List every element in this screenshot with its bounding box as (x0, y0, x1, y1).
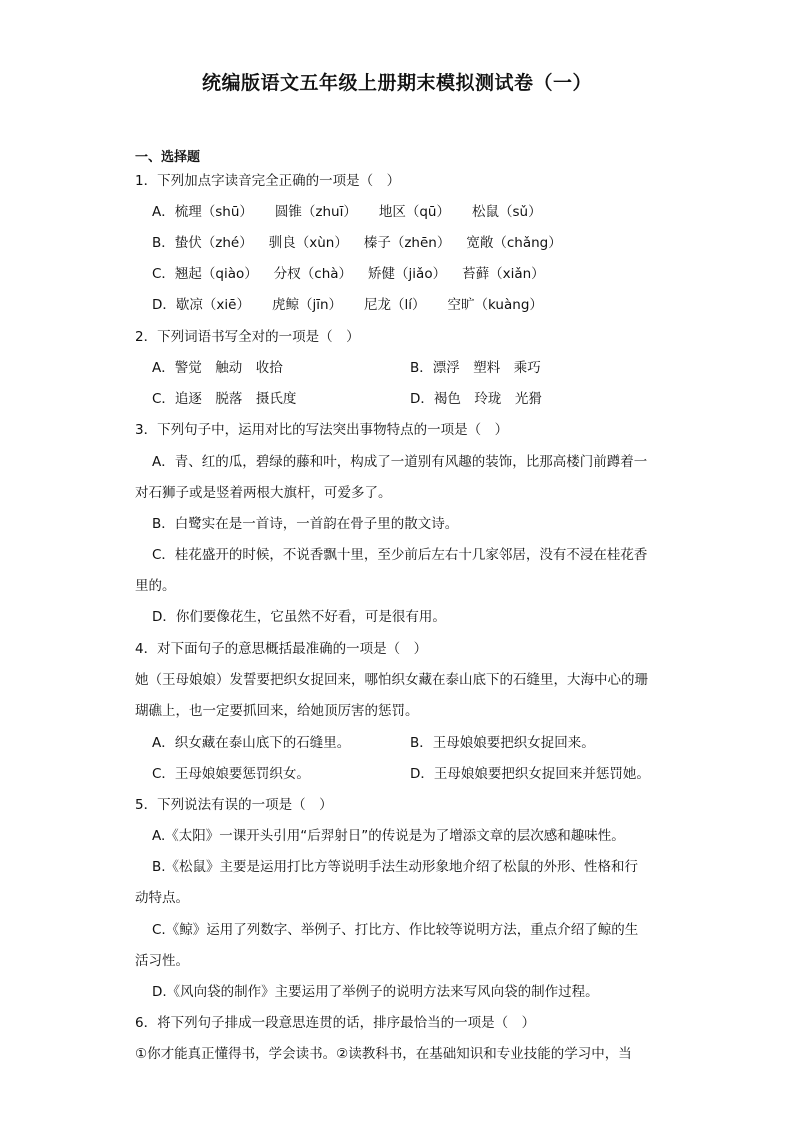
question-2-option-b: B．漂浮 塑料 乘巧 (410, 360, 541, 376)
option-text: 空旷（kuàng） (447, 297, 543, 313)
option-text: A．梳理（shū） (152, 204, 253, 220)
section-heading: 一、选择题 (135, 150, 201, 165)
question-5-option-b-line1: B.《松鼠》主要是运用打比方等说明手法生动形象地介绍了松鼠的外形、性格和行 (152, 859, 639, 875)
option-text: B．蛰伏（zhé） (152, 235, 253, 251)
question-3-option-c-line2: 里的。 (135, 578, 176, 594)
option-text: 地区（qū） (378, 204, 450, 220)
question-2-option-d: D．褐色 玲珑 光猾 (410, 391, 542, 407)
question-3-option-c-line1: C．桂花盛开的时候，不说香飘十里，至少前后左右十几家邻居，没有不浸在桂花香 (152, 547, 648, 563)
option-text: D．歇凉（xiē） (152, 297, 250, 313)
question-1-stem: 1．下列加点字读音完全正确的一项是（ ） (135, 173, 401, 189)
option-text: 分杈（chà） (273, 266, 353, 282)
question-4-passage-line2: 瑚礁上，也一定要抓回来，给她顶厉害的惩罚。 (135, 703, 419, 719)
question-6-passage-line1: ①你才能真正懂得书，学会读书。②读教科书，在基础知识和专业技能的学习中，当 (135, 1046, 632, 1062)
option-text: C．翘起（qiào） (152, 266, 258, 282)
question-4-option-c: C．王母娘娘要惩罚织女。 (152, 766, 310, 782)
question-4-stem: 4．对下面句子的意思概括最准确的一项是（ ） (135, 641, 428, 657)
option-text: 松鼠（sǔ） (471, 204, 542, 220)
question-1-option-c (152, 265, 561, 283)
question-2-option-a: A．警觉 触动 收拾 (152, 360, 283, 376)
question-1-option-d (152, 296, 565, 314)
question-4-option-a: A．织女藏在泰山底下的石缝里。 (152, 735, 351, 751)
option-text: 虎鲸（jīn） (271, 297, 343, 313)
question-2-option-c: C．追逐 脱落 摄氏度 (152, 391, 297, 407)
option-text: 尼龙（lí） (364, 297, 426, 313)
question-3-option-a-line2: 对石狮子或是竖着两根大旗杆，可爱多了。 (135, 485, 392, 501)
question-3-option-b: B．白鹭实在是一首诗，一首韵在骨子里的散文诗。 (152, 516, 459, 532)
question-3-option-d: D．你们要像花生，它虽然不好看，可是很有用。 (152, 609, 446, 625)
question-2-stem: 2．下列词语书写全对的一项是（ ） (135, 329, 360, 345)
question-5-option-c-line1: C.《鲸》运用了列数字、举例子、打比方、作比较等说明方法，重点介绍了鲸的生 (152, 922, 639, 938)
option-text: 苔藓（xiǎn） (462, 266, 545, 282)
question-5-option-b-line2: 动特点。 (135, 890, 189, 906)
question-4-option-b: B．王母娘娘要把织女捉回来。 (410, 735, 595, 751)
question-5-stem: 5．下列说法有误的一项是（ ） (135, 797, 333, 813)
question-3-option-a-line1: A．青、红的瓜，碧绿的藤和叶，构成了一道别有风趣的装饰，比那高楼门前蹲着一 (152, 454, 648, 470)
option-text: 宽敞（chǎng） (466, 235, 562, 251)
question-4-option-d: D．王母娘娘要把织女捉回来并惩罚她。 (410, 766, 650, 782)
question-5-option-c-line2: 活习性。 (135, 953, 189, 969)
question-5-option-d: D.《风向袋的制作》主要运用了举例子的说明方法来写风向袋的制作过程。 (152, 984, 599, 1000)
question-5-option-a: A.《太阳》一课开头引用“后羿射日”的传说是为了增添文章的层次感和趣味性。 (152, 828, 625, 844)
page-title: 统编版语文五年级上册期末模拟测试卷（一） (201, 72, 592, 94)
question-1-option-a (152, 203, 564, 221)
option-text: 圆锥（zhuī） (274, 204, 357, 220)
option-text: 矫健（jiǎo） (368, 266, 447, 282)
option-text: 驯良（xùn） (268, 235, 348, 251)
question-6-stem: 6．将下列句子排成一段意思连贯的话，排序最恰当的一项是（ ） (135, 1015, 536, 1031)
question-3-stem: 3．下列句子中，运用对比的写法突出事物特点的一项是（ ） (135, 422, 509, 438)
question-1-option-b (152, 234, 578, 252)
option-text: 榛子（zhēn） (363, 235, 451, 251)
question-4-passage-line1: 她（王母娘娘）发誓要把织女捉回来，哪怕织女藏在泰山底下的石缝里，大海中心的珊 (135, 672, 648, 688)
